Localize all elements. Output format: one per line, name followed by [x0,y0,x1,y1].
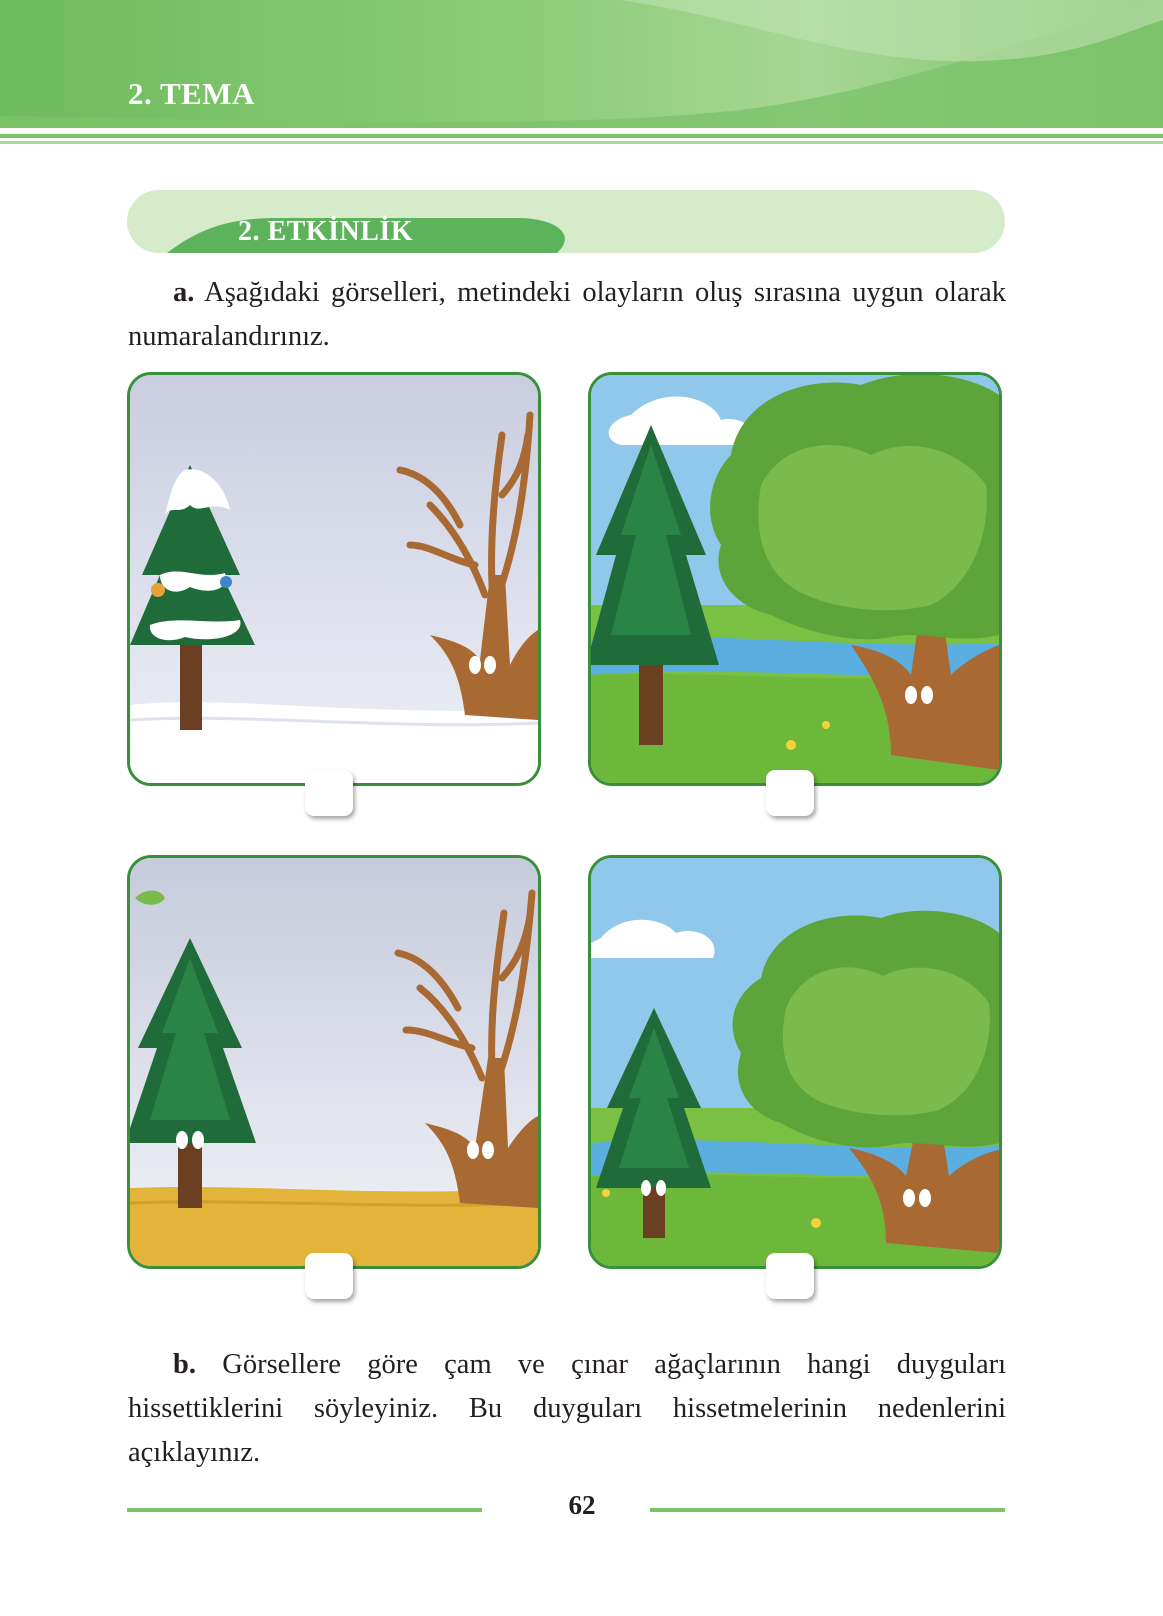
number-box-3[interactable] [305,1253,353,1299]
question-a-letter: a. [173,277,195,308]
footer-line-left [127,1508,482,1512]
question-b-letter: b. [173,1349,196,1380]
footer-line-right [650,1508,1005,1512]
summer-lake-scene-illustration [591,375,999,783]
image-panel-4 [588,855,1002,1269]
autumn-bare-scene-illustration [130,858,538,1266]
theme-title: 2. TEMA [128,76,255,111]
number-box-4[interactable] [766,1253,814,1299]
page-number: 62 [568,1490,596,1520]
image-panel-1 [127,372,541,786]
number-box-2[interactable] [766,770,814,816]
image-panel-3 [127,855,541,1269]
image-panel-2 [588,372,1002,786]
number-box-1[interactable] [305,770,353,816]
question-b-text: Görsellere göre çam ve çınar ağaçlarının hangi duyguları hissettiklerini söyleyiniz. Bu duyguları hissetmelerinin nedenlerini açıklayınız. [128,1349,1007,1468]
question-a [128,271,1006,359]
question-a-text: Aşağıdaki görselleri, metindeki olayların oluş sırasına uygun olarak numaralandırınız. [128,277,1006,352]
summer-green-scene-illustration [591,858,999,1266]
question-b [128,1343,1006,1475]
winter-snow-scene-illustration [130,375,538,783]
activity-title: 2. ETKİNLİK [238,216,414,247]
